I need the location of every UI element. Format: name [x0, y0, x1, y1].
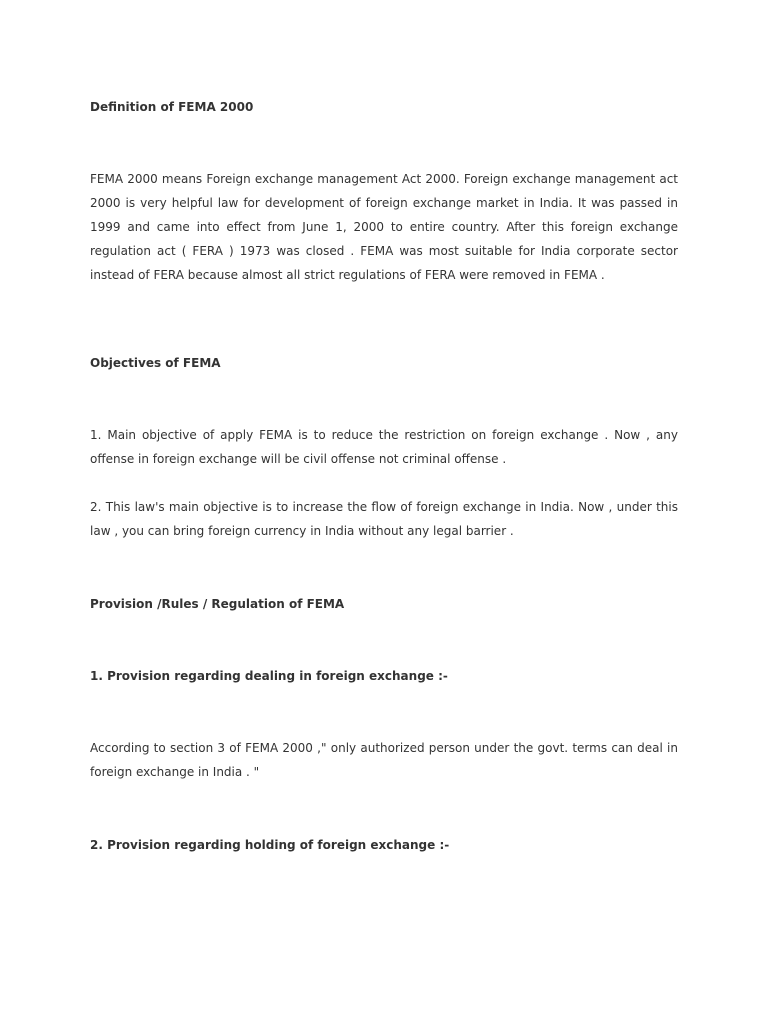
heading-provisions: Provision /Rules / Regulation of FEMA: [90, 597, 345, 611]
heading-objectives: Objectives of FEMA: [90, 356, 221, 370]
text-line: regulation act ( FERA ) 1973 was closed . FEMA was most suitable for India corporate sector: [90, 244, 678, 258]
paragraph-definition: [90, 167, 678, 287]
heading-provision-1: 1. Provision regarding dealing in foreign exchange :-: [90, 669, 448, 683]
text-line: According to section 3 of FEMA 2000 ," only authorized person under the govt. terms can deal in: [90, 741, 678, 755]
text-line: 2. This law's main objective is to increase the flow of foreign exchange in India. Now , under this: [90, 500, 678, 514]
paragraph-objective-1: [90, 423, 678, 471]
heading-provision-2: 2. Provision regarding holding of foreign exchange :-: [90, 838, 450, 852]
text-line: 1. Main objective of apply FEMA is to reduce the restriction on foreign exchange . Now , any: [90, 428, 678, 442]
text-line: 1999 and came into effect from June 1, 2000 to entire country. After this foreign exchange: [90, 220, 678, 234]
text-line: offense in foreign exchange will be civil offense not criminal offense .: [90, 452, 507, 466]
text-line: FEMA 2000 means Foreign exchange management Act 2000. Foreign exchange management act: [90, 172, 678, 186]
text-line: foreign exchange in India . ": [90, 765, 260, 779]
text-line: law , you can bring foreign currency in India without any legal barrier .: [90, 524, 514, 538]
paragraph-objective-2: [90, 495, 678, 543]
text-line: 2000 is very helpful law for development of foreign exchange market in India. It was passed in: [90, 196, 678, 210]
heading-definition: Definition of FEMA 2000: [90, 100, 254, 114]
text-line: instead of FERA because almost all strict regulations of FERA were removed in FEMA .: [90, 268, 605, 282]
paragraph-provision-1: [90, 736, 678, 784]
